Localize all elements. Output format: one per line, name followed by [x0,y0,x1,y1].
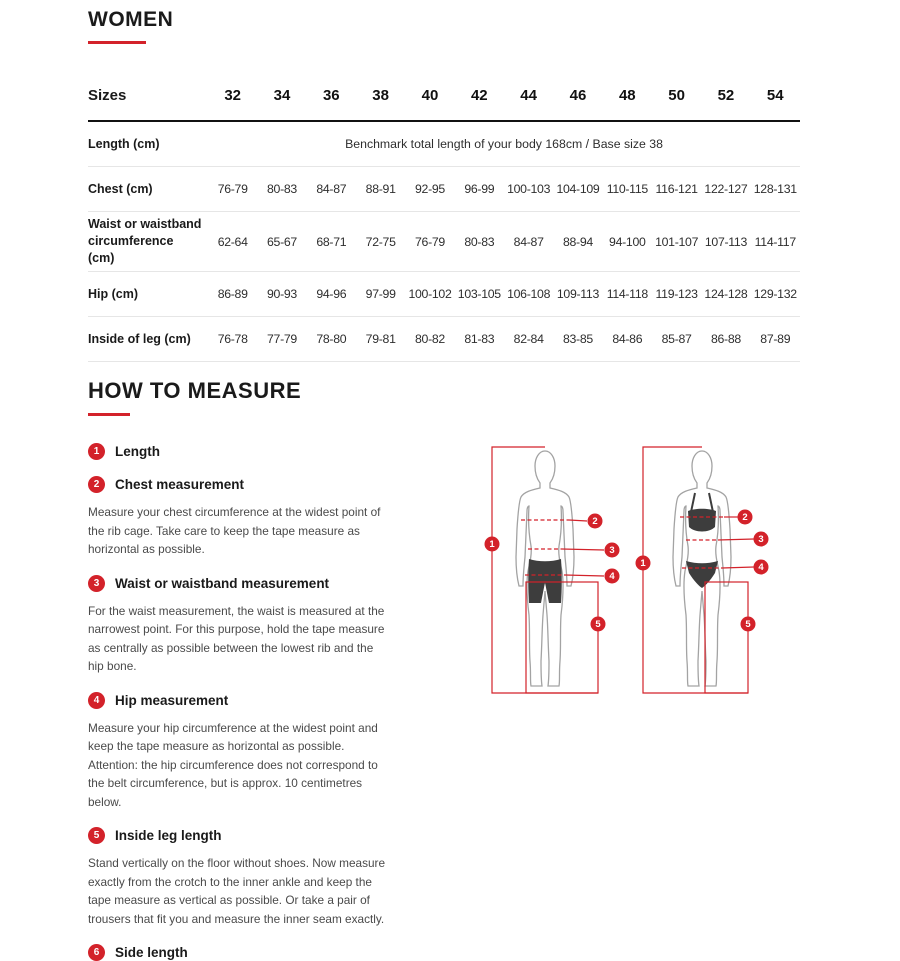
size-value-cell: 83-85 [562,332,593,346]
step-header [88,443,388,460]
measure-step [88,692,388,812]
size-value-cell: 124-128 [704,287,748,301]
size-value-cell: 76-79 [217,182,248,196]
step-description: Stand vertically on the floor without shoes. Now measure exactly from the crotch to the inner ankle and keep the tape measure as vertical as possible. Or take a pair of trousers that fit you and measure the inner seam exactly. [88,856,386,926]
size-table-row [88,272,800,317]
svg-text:1: 1 [640,558,646,570]
size-value-cell: 101-107 [655,234,699,249]
size-value-cell: 80-82 [415,332,445,346]
fig1-badge-waist [605,543,620,558]
size-column-header: 46 [569,86,587,104]
size-value-cell: 114-117 [754,234,796,249]
row-label: Hip (cm) [88,286,138,301]
step-header [88,575,388,592]
size-column-header: 42 [470,86,488,104]
row-label: Waist or waistband circumference (cm) [88,217,202,265]
size-value-cell: 65-67 [267,234,297,249]
benchmark-note: Benchmark total length of your body 168cm / Base size 38 [345,137,663,151]
size-table-row [88,212,800,272]
step-title: Waist or waistband measurement [115,575,330,591]
svg-text:4: 4 [758,562,764,574]
bra-shape [688,509,716,532]
size-value-cell: 85-87 [661,332,692,346]
size-table-header-row [88,70,800,122]
size-value-cell: 77-79 [267,332,297,346]
size-value-cell: 80-83 [267,182,297,196]
step-title: Length [115,444,160,459]
size-value-cell: 109-113 [556,287,600,301]
step-number-badge: 3 [88,575,105,592]
size-value-cell: 100-102 [408,287,452,301]
size-table-row [88,167,800,212]
fig2-badge-length [636,556,651,571]
measure-step [88,827,388,928]
step-header [88,827,388,844]
measure-step [88,476,388,559]
step-number-badge: 6 [88,944,105,961]
fig2-badge-chest [738,510,753,525]
size-value-cell: 90-93 [267,287,297,301]
size-column-header: 54 [766,86,784,104]
size-value-cell: 122-127 [704,182,748,196]
sizes-label: Sizes [88,86,127,104]
size-column-header: 36 [322,86,340,104]
title-underline [88,41,146,44]
size-value-cell: 72-75 [365,234,396,249]
size-value-cell: 81-83 [464,332,495,346]
step-description: Measure your hip circumference at the widest point and keep the tape measure as horizontal as possible. Attention: the hip circumference does not correspond to the belt circumference, but is approx. 10 centimetres below. [88,720,378,809]
fig1-badge-length [485,537,500,552]
svg-text:3: 3 [609,545,615,557]
size-table-row [88,317,800,362]
step-number-badge: 1 [88,443,105,460]
measure-steps-list [88,443,388,961]
size-column-header: 52 [717,86,735,104]
size-column-header: 44 [520,86,537,104]
size-value-cell: 80-83 [464,234,495,249]
how-to-measure-title: HOW TO MEASURE [88,378,302,403]
fig1-badge-hip [605,569,620,584]
size-value-cell: 84-87 [316,182,347,196]
step-header [88,692,388,709]
svg-text:3: 3 [758,534,764,546]
size-value-cell: 86-88 [710,332,741,346]
size-value-cell: 116-121 [655,182,698,196]
size-value-cell: 88-94 [562,234,593,249]
size-column-header: 32 [224,86,241,104]
svg-text:5: 5 [595,619,601,631]
size-value-cell: 87-89 [760,332,791,346]
size-value-cell: 94-96 [316,287,347,301]
measure-step [88,944,388,961]
size-value-cell: 76-78 [217,332,248,346]
size-value-cell: 79-81 [365,332,396,346]
fig1-badge-chest [588,514,603,529]
size-column-header: 40 [421,86,439,104]
step-header [88,476,388,493]
row-label: Length (cm) [88,136,160,151]
size-value-cell: 76-79 [415,234,445,249]
size-value-cell: 114-118 [606,287,648,301]
step-header [88,944,388,961]
svg-text:4: 4 [609,571,615,583]
size-value-cell: 84-86 [612,332,643,346]
size-value-cell: 129-132 [753,287,797,301]
size-value-cell: 86-89 [217,287,248,301]
svg-text:5: 5 [745,619,751,631]
size-value-cell: 92-95 [415,182,445,196]
figure-front-shorts [516,451,574,686]
how-to-measure-content [88,443,800,961]
row-label: Inside of leg (cm) [88,331,191,346]
svg-text:1: 1 [489,539,495,551]
step-number-badge: 5 [88,827,105,844]
fig2-badge-waist [754,532,769,547]
row-label: Chest (cm) [88,181,153,196]
step-title: Hip measurement [115,692,229,708]
size-value-cell: 100-103 [507,182,551,196]
size-column-header: 50 [668,86,685,104]
size-column-header: 38 [372,86,389,104]
section-underline [88,413,130,416]
fig2-badge-hip [754,560,769,575]
step-title: Chest measurement [115,477,245,492]
size-value-cell: 78-80 [316,332,347,346]
step-description: For the waist measurement, the waist is measured at the narrowest point. For this purpose, hold the tape measure as centrally as possible between the lowest rib and the hip bone. [88,603,385,673]
size-value-cell: 68-71 [316,234,347,249]
measurement-diagram [480,443,800,705]
size-value-cell: 106-108 [507,287,551,301]
step-title: Inside leg length [115,828,222,843]
size-value-cell: 107-113 [704,234,747,249]
size-value-cell: 96-99 [464,182,495,196]
step-number-badge: 4 [88,692,105,709]
step-description: Measure your chest circumference at the widest point of the rib cage. Take care to keep the tape measure as horizontal as possible. [88,505,381,556]
women-size-table [88,70,800,362]
size-value-cell: 94-100 [609,234,646,249]
size-value-cell: 84-87 [513,234,544,249]
size-column-header: 34 [273,86,291,104]
size-value-cell: 88-91 [365,182,396,196]
size-table-body [88,122,800,362]
size-value-cell: 82-84 [513,332,544,346]
page-title: WOMEN [88,8,174,31]
fig2-badge-inside-leg [741,617,756,632]
size-value-cell: 104-109 [556,182,600,196]
size-value-cell: 97-99 [365,287,396,301]
step-title: Side length [115,945,188,960]
step-number-badge: 2 [88,476,105,493]
measure-step [88,443,388,460]
svg-text:2: 2 [592,516,598,528]
measure-step [88,575,388,676]
size-value-cell: 103-105 [457,287,501,301]
size-column-header: 48 [618,86,636,104]
size-table-row [88,122,800,167]
svg-text:2: 2 [742,512,748,524]
size-value-cell: 62-64 [217,234,248,249]
size-value-cell: 128-131 [753,182,797,196]
size-value-cell: 110-115 [606,182,648,196]
size-value-cell: 119-123 [655,287,698,301]
fig1-badge-inside-leg [591,617,606,632]
